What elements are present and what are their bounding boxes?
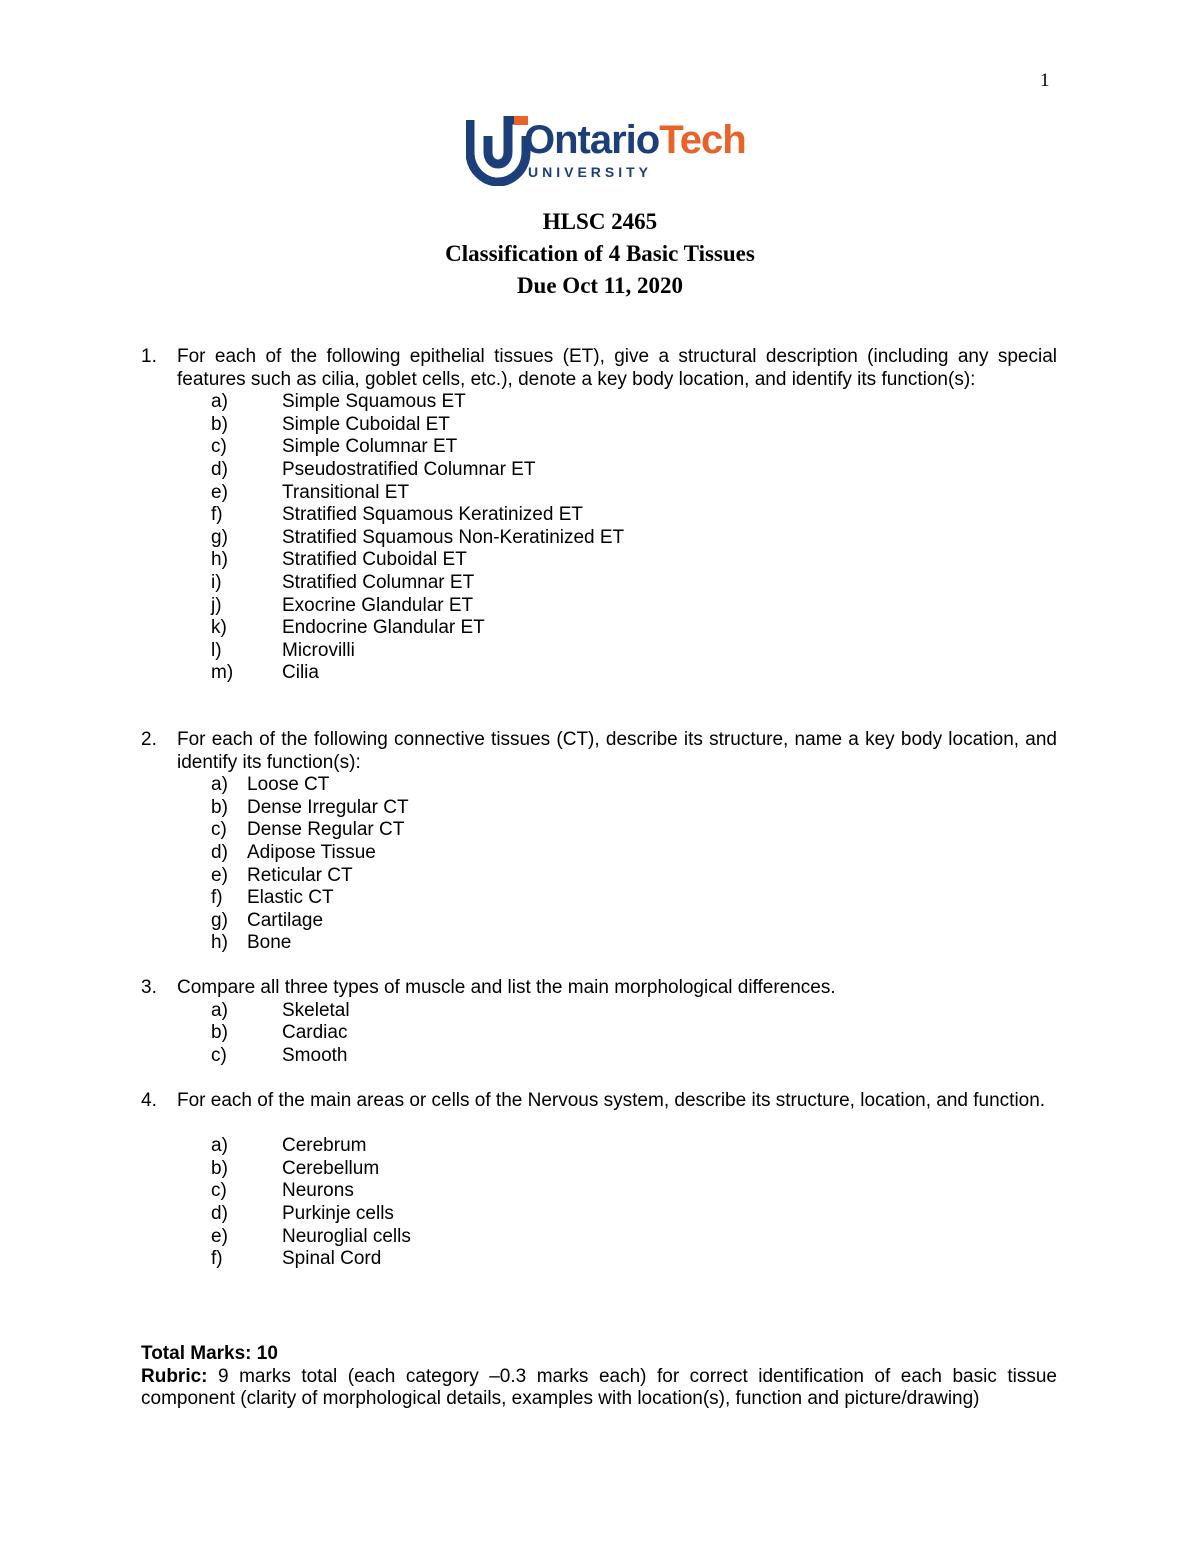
list-item bbox=[141, 842, 1057, 865]
question-number: 3. bbox=[141, 977, 157, 998]
item-label: Cerebellum bbox=[282, 1157, 380, 1179]
item-label: Purkinje cells bbox=[282, 1202, 394, 1224]
list-item bbox=[141, 1045, 1057, 1068]
question-prompt bbox=[141, 977, 1057, 1000]
assignment-title: Classification of 4 Basic Tissues bbox=[445, 241, 755, 266]
item-letter: f) bbox=[211, 887, 223, 909]
item-label: Neuroglial cells bbox=[282, 1225, 411, 1247]
item-letter: c) bbox=[211, 436, 227, 458]
item-letter: a) bbox=[211, 999, 228, 1021]
item-label: Microvilli bbox=[282, 639, 355, 661]
item-letter: f) bbox=[211, 504, 223, 526]
item-label: Cardiac bbox=[282, 1022, 348, 1044]
question-prompt bbox=[141, 729, 1057, 774]
logo-name-part2: Tech bbox=[659, 118, 746, 162]
question-items bbox=[141, 1135, 1057, 1271]
question-prompt bbox=[141, 346, 1057, 391]
item-label: Cilia bbox=[282, 662, 319, 684]
item-letter: m) bbox=[211, 662, 234, 684]
logo-name-part1: Ontario bbox=[524, 118, 660, 162]
list-item bbox=[141, 595, 1057, 618]
list-item bbox=[141, 1226, 1057, 1249]
list-item bbox=[141, 910, 1057, 933]
item-label: Dense Regular CT bbox=[247, 819, 405, 841]
item-letter: c) bbox=[211, 819, 227, 841]
item-letter: g) bbox=[211, 909, 228, 931]
question-3 bbox=[141, 977, 1057, 1067]
list-item bbox=[141, 436, 1057, 459]
item-letter: c) bbox=[211, 1180, 227, 1202]
rubric-label: Rubric: bbox=[141, 1365, 208, 1387]
item-label: Pseudostratified Columnar ET bbox=[282, 458, 536, 480]
question-1 bbox=[141, 346, 1057, 685]
item-letter: g) bbox=[211, 526, 228, 548]
list-item bbox=[141, 1248, 1057, 1271]
item-label: Stratified Columnar ET bbox=[282, 571, 475, 593]
list-item bbox=[141, 572, 1057, 595]
item-letter: a) bbox=[211, 391, 228, 413]
item-letter: h) bbox=[211, 932, 228, 954]
item-letter: a) bbox=[211, 774, 228, 796]
item-letter: b) bbox=[211, 796, 228, 818]
item-letter: k) bbox=[211, 617, 227, 639]
rubric-section bbox=[141, 1343, 1057, 1411]
title-block bbox=[0, 206, 1200, 302]
item-label: Dense Irregular CT bbox=[247, 796, 409, 818]
list-item bbox=[141, 819, 1057, 842]
list-item bbox=[141, 662, 1057, 685]
total-marks: Total Marks: 10 bbox=[141, 1343, 278, 1364]
item-label: Simple Squamous ET bbox=[282, 391, 466, 413]
item-label: Skeletal bbox=[282, 999, 350, 1021]
item-label: Elastic CT bbox=[247, 887, 334, 909]
item-letter: d) bbox=[211, 841, 228, 863]
item-label: Simple Columnar ET bbox=[282, 436, 458, 458]
item-label: Stratified Squamous Keratinized ET bbox=[282, 504, 583, 526]
list-item bbox=[141, 391, 1057, 414]
question-items bbox=[141, 774, 1057, 955]
question-text: For each of the main areas or cells of the Nervous system, describe its structure, location, and function. bbox=[177, 1090, 1046, 1111]
item-label: Reticular CT bbox=[247, 864, 353, 886]
question-items bbox=[141, 391, 1057, 685]
university-logo bbox=[440, 102, 760, 202]
item-letter: d) bbox=[211, 458, 228, 480]
list-item bbox=[141, 797, 1057, 820]
item-label: Transitional ET bbox=[282, 481, 410, 503]
question-number: 1. bbox=[141, 346, 157, 367]
question-4 bbox=[141, 1090, 1057, 1271]
list-item bbox=[141, 932, 1057, 955]
list-item bbox=[141, 1203, 1057, 1226]
item-letter: l) bbox=[211, 639, 222, 661]
item-label: Loose CT bbox=[247, 774, 330, 796]
item-letter: e) bbox=[211, 1225, 228, 1247]
question-text: For each of the following connective tissues (CT), describe its structure, name a key body location, and identify its function(s): bbox=[177, 729, 1057, 773]
list-item bbox=[141, 865, 1057, 888]
course-code: HLSC 2465 bbox=[542, 209, 658, 234]
item-label: Adipose Tissue bbox=[247, 841, 376, 863]
list-item bbox=[141, 1000, 1057, 1023]
logo-subtitle: UNIVERSITY bbox=[528, 164, 653, 180]
item-letter: i) bbox=[211, 571, 222, 593]
item-letter: c) bbox=[211, 1044, 227, 1066]
list-item bbox=[141, 640, 1057, 663]
list-item bbox=[141, 504, 1057, 527]
item-label: Stratified Cuboidal ET bbox=[282, 549, 467, 571]
item-label: Spinal Cord bbox=[282, 1248, 382, 1270]
item-letter: b) bbox=[211, 1022, 228, 1044]
question-prompt bbox=[141, 1090, 1057, 1113]
question-text: Compare all three types of muscle and list the main morphological differences. bbox=[177, 977, 836, 998]
question-text: For each of the following epithelial tissues (ET), give a structural description (including any special features such as cilia, goblet cells, etc.), denote a key body location, and identify its function(s): bbox=[177, 346, 1057, 390]
item-letter: e) bbox=[211, 481, 228, 503]
page-number: 1 bbox=[1040, 70, 1050, 91]
question-number: 2. bbox=[141, 729, 157, 750]
item-letter: b) bbox=[211, 413, 228, 435]
item-label: Smooth bbox=[282, 1044, 348, 1066]
item-letter: b) bbox=[211, 1157, 228, 1179]
list-item bbox=[141, 617, 1057, 640]
item-label: Simple Cuboidal ET bbox=[282, 413, 450, 435]
list-item bbox=[141, 1180, 1057, 1203]
item-label: Stratified Squamous Non-Keratinized ET bbox=[282, 526, 625, 548]
item-letter: j) bbox=[211, 594, 222, 616]
list-item bbox=[141, 774, 1057, 797]
item-label: Cerebrum bbox=[282, 1135, 367, 1157]
list-item bbox=[141, 414, 1057, 437]
logo-wordmark bbox=[524, 118, 746, 163]
list-item bbox=[141, 1158, 1057, 1181]
item-letter: f) bbox=[211, 1248, 223, 1270]
list-item bbox=[141, 1022, 1057, 1045]
item-letter: h) bbox=[211, 549, 228, 571]
due-date: Due Oct 11, 2020 bbox=[516, 273, 684, 298]
question-2 bbox=[141, 729, 1057, 955]
list-item bbox=[141, 1135, 1057, 1158]
item-label: Endocrine Glandular ET bbox=[282, 617, 485, 639]
item-letter: a) bbox=[211, 1135, 228, 1157]
list-item bbox=[141, 459, 1057, 482]
question-number: 4. bbox=[141, 1090, 157, 1111]
list-item bbox=[141, 527, 1057, 550]
rubric-text: 9 marks total (each category –0.3 marks each) for correct identification of each basic tissue component (clarity of morphological details, examples with location(s), function and picture/drawing) bbox=[141, 1365, 1057, 1410]
item-label: Cartilage bbox=[247, 909, 324, 931]
item-letter: e) bbox=[211, 864, 228, 886]
item-label: Exocrine Glandular ET bbox=[282, 594, 474, 616]
list-item bbox=[141, 887, 1057, 910]
item-label: Neurons bbox=[282, 1180, 354, 1202]
list-item bbox=[141, 549, 1057, 572]
question-items bbox=[141, 1000, 1057, 1068]
list-item bbox=[141, 482, 1057, 505]
item-label: Bone bbox=[247, 932, 292, 954]
item-letter: d) bbox=[211, 1202, 228, 1224]
